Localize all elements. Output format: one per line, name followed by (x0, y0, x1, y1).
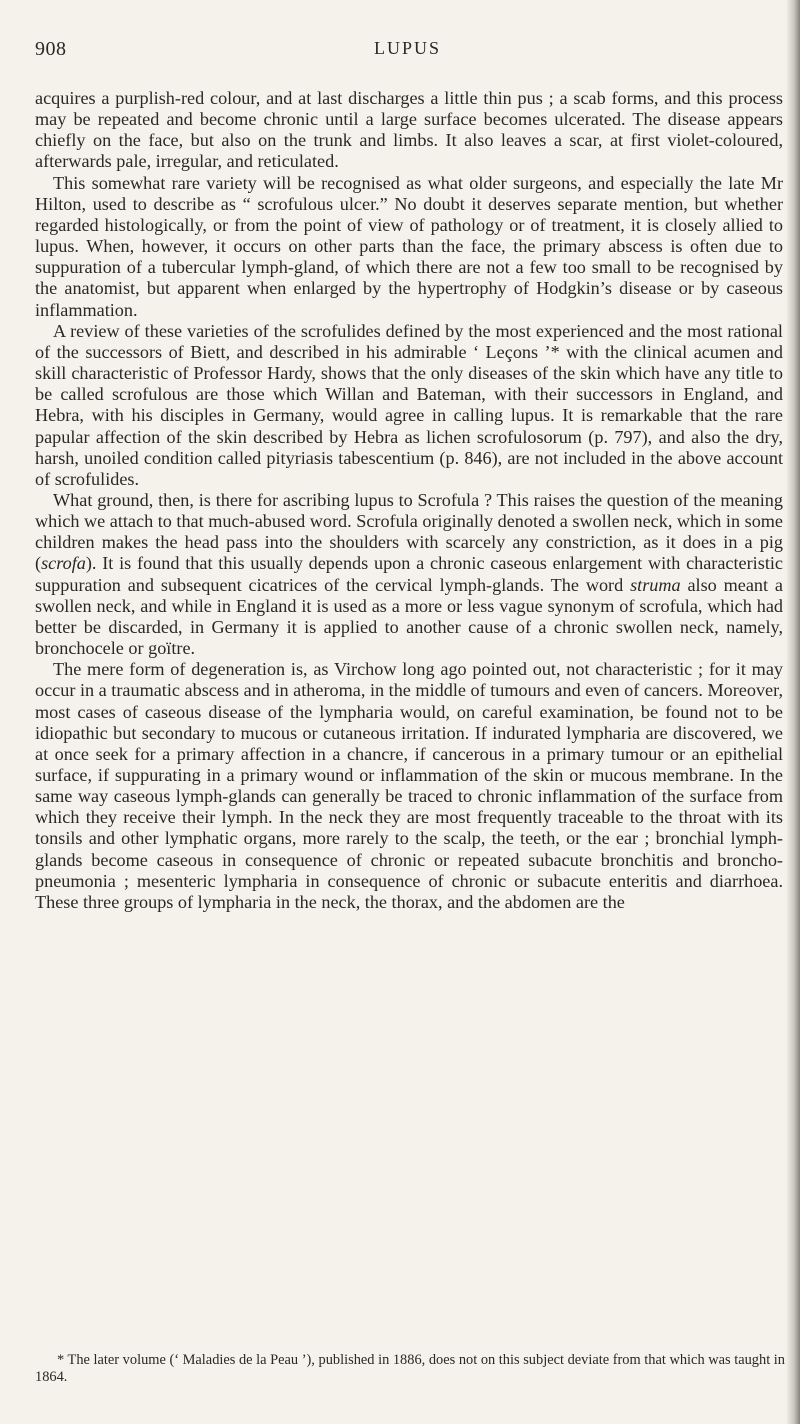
page-number: 908 (35, 38, 67, 60)
footnote (35, 1352, 785, 1386)
paragraph-text: acquires a purplish-red colour, and at last discharges a little thin pus ; a scab forms, and this process may be repeated and become chronic until a large surface becomes ulcerated. The disease appears chiefly on the face, but also on the trunk and limbs. It also leaves a scar, at first violet-coloured, afterwards pale, irregular, and reticulated. (35, 88, 783, 172)
paragraph-text: This somewhat rare variety will be recognised as what older surgeons, and especially the late Mr Hilton, used to describe as “ scrofulous ulcer.” No doubt it deserves separate mention, but whether regarded histologically, or from the point of view of pathology or of treatment, it is closely allied to lupus. When, however, it occurs on other parts than the face, the primary abscess is often due to suppuration of a tubercular lymph-gland, of which there are not a few too small to be recognised by the anatomist, but apparent when enlarged by the hypertrophy of Hodgkin’s disease or by caseous inflammation. (35, 172, 783, 320)
running-title: LUPUS (373, 38, 441, 58)
paragraph-text: A review of these varieties of the scrofulides defined by the most experienced and the most rational of the successors of Biett, and described in his admirable ‘ Leçons ’* with the clinical acumen and skill characteristic of Professor Hardy, shows that the only diseases of the skin which have any title to be called scrofulous are those which Willan and Bateman, with their successors in England, and Hebra, with his disciples in Germany, would agree in calling lupus. It is remarkable that the rare papular affection of the skin described by Hebra as lichen scrofulosorum (p. 797), and also the dry, harsh, unoiled condition called pityriasis tabescentium (p. 846), are not included in the above account of scrofulides. (35, 320, 783, 489)
paragraph-1 (35, 88, 783, 173)
paragraph-3 (35, 321, 783, 490)
running-head (35, 38, 780, 64)
italic-term-scrofa: scrofa (41, 553, 86, 574)
italic-term-struma: struma (630, 574, 681, 595)
paragraph-text: also meant a swollen neck, and while in England it is used as a more or less vague synonym of scrofula, which had better be discarded, in Germany it is applied to another cause of a chronic swollen neck, namely, bronchocele or goïtre. (35, 574, 783, 659)
paragraph-text: What ground, then, is there for ascribing lupus to Scrofula ? This raises the question of the meaning which we attach to that much-abused word. Scrofula originally denoted a swollen neck, which in some children makes the head pass into the shoulders with scarcely any constriction, as it does in a pig ( (35, 489, 784, 574)
paragraph-text: The mere form of degeneration is, as Virchow long ago pointed out, not characteristic ; for it may occur in a traumatic abscess and in atheroma, in the middle of tumours and even of cancers. Moreover, most cases of caseous disease of the lympharia would, on careful examination, be found not to be idiopathic but secondary to mucous or cutaneous irritation. If indurated lympharia are discovered, we at once seek for a primary affection in a chancre, if cancerous in a primary tumour or an epithelial surface, if suppurating in a primary wound or inflammation of the skin or mucous membrane. In the same way caseous lymph-glands can generally be traced to chronic inflammation of the surface from which they receive their lymph. In the neck they are most frequently traceable to the throat with its tonsils and other lymphatic organs, more rarely to the scalp, the teeth, or the ear ; bronchial lymph-glands become caseous in consequence of chronic or repeated subacute bronchitis and broncho-pneumonia ; mesenteric lympharia in consequence of chronic or subacute enteritis and diarrhoea. These three groups of lympharia in the neck, the thorax, and the abdomen are the (35, 659, 783, 912)
paragraph-4 (35, 490, 783, 659)
page-edge-shadow (786, 0, 800, 1424)
body-text (35, 88, 783, 913)
paragraph-2 (35, 173, 783, 321)
paragraph-5 (35, 659, 783, 913)
paragraph-text: ). It is found that this usually depends upon a chronic caseous enlargement with characteristic suppuration and subsequent cicatrices of the cervical lymph-glands. The word (35, 553, 783, 595)
footnote-text: * The later volume (‘ Maladies de la Peau ’), published in 1886, does not on this subject deviate from that which was taught in 1864. (35, 1352, 785, 1385)
